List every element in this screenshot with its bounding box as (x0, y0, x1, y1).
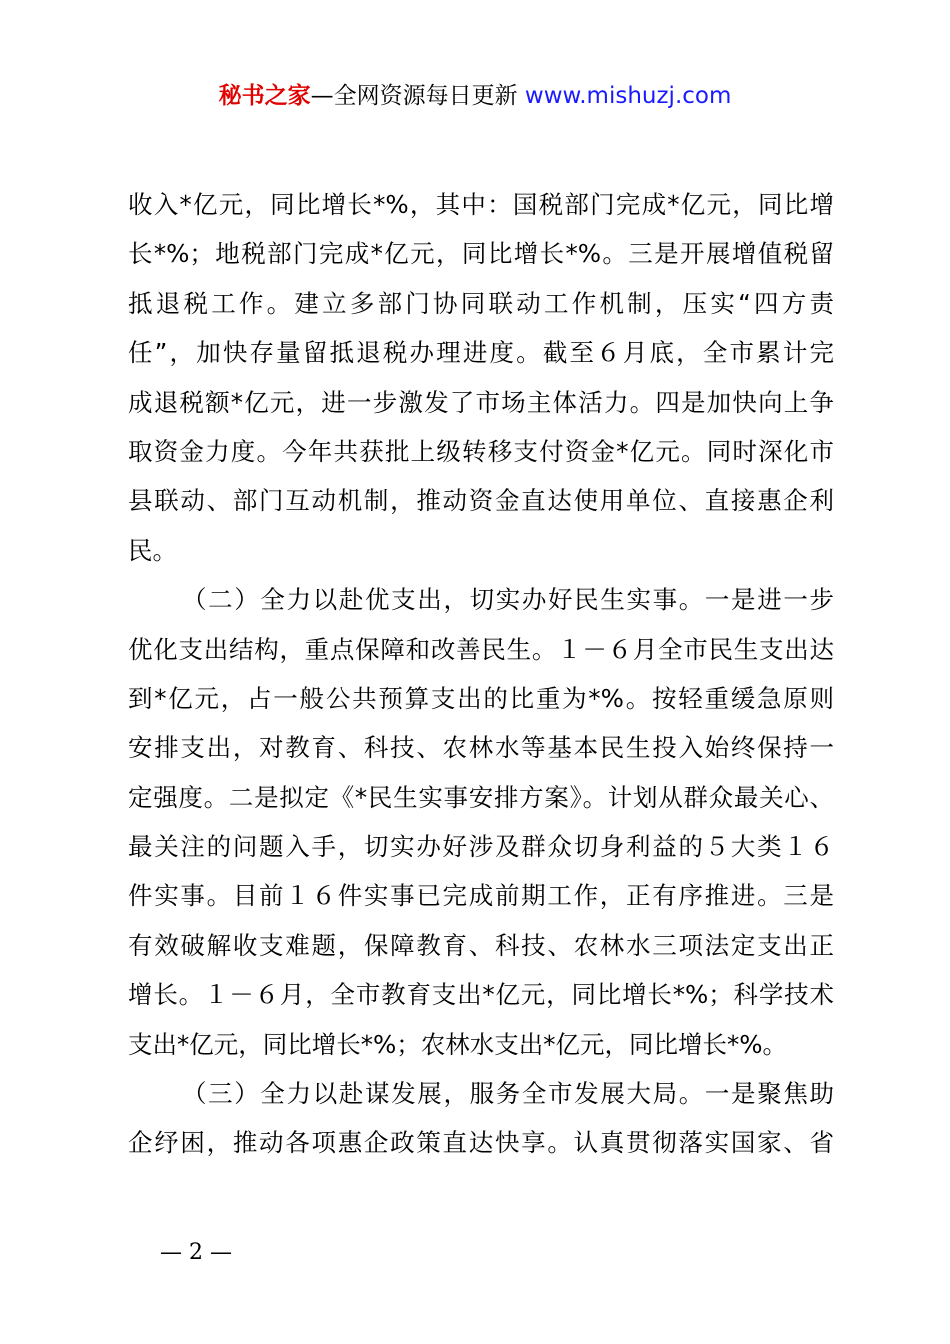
text-line: 件实事。目前１６件实事已完成前期工作，正有序推进。三是 (128, 881, 834, 911)
text-line: 长*%；地税部门完成*亿元，同比增长*%。三是开展增值税留 (128, 239, 834, 269)
text-line: 县联动、部门互动机制，推动资金直达使用单位、直接惠企利 (128, 486, 834, 516)
text-line: 抵退税工作。建立多部门协同联动工作机制，压实“四方责 (128, 288, 834, 318)
text-line: 民。 (128, 535, 177, 565)
site-brand: 秘书之家 (218, 83, 311, 109)
section-heading-line: （二）全力以赴优支出，切实办好民生实事。一是进一步 (182, 585, 834, 615)
text-line: 安排支出，对教育、科技、农林水等基本民生投入始终保持一 (128, 733, 834, 763)
text-line: 支出*亿元，同比增长*%；农林水支出*亿元，同比增长*%。 (128, 1029, 788, 1059)
site-url-link[interactable]: www.mishuzj.com (524, 83, 732, 109)
text-line: 有效破解收支难题，保障教育、科技、农林水三项法定支出正 (128, 930, 834, 960)
text-line: 到*亿元，占一般公共预算支出的比重为*%。按轻重缓急原则 (128, 683, 834, 713)
text-line: 增长。１－６月，全市教育支出*亿元，同比增长*%；科学技术 (128, 980, 834, 1010)
page-number: — 2 — (160, 1240, 232, 1265)
site-tagline: —全网资源每日更新 (310, 83, 518, 109)
section-heading-line: （三）全力以赴谋发展，服务全市发展大局。一是聚焦助 (182, 1079, 834, 1109)
text-line: 最关注的问题入手，切实办好涉及群众切身利益的５大类１６ (128, 832, 834, 862)
text-line: 收入*亿元，同比增长*%，其中：国税部门完成*亿元，同比增 (128, 190, 834, 219)
text-line: 企纾困，推动各项惠企政策直达快享。认真贯彻落实国家、省 (128, 1128, 834, 1158)
text-line: 取资金力度。今年共获批上级转移支付资金*亿元。同时深化市 (128, 436, 834, 466)
text-line: 定强度。二是拟定《*民生实事安排方案》。计划从群众最关心、 (128, 782, 834, 812)
text-line: 任”，加快存量留抵退税办理进度。截至６月底，全市累计完 (128, 338, 834, 368)
text-line: 优化支出结构，重点保障和改善民生。１－６月全市民生支出达 (128, 634, 834, 664)
text-line: 成退税额*亿元，进一步激发了市场主体活力。四是加快向上争 (128, 387, 834, 417)
document-body (128, 180, 834, 1168)
site-header (0, 78, 950, 114)
